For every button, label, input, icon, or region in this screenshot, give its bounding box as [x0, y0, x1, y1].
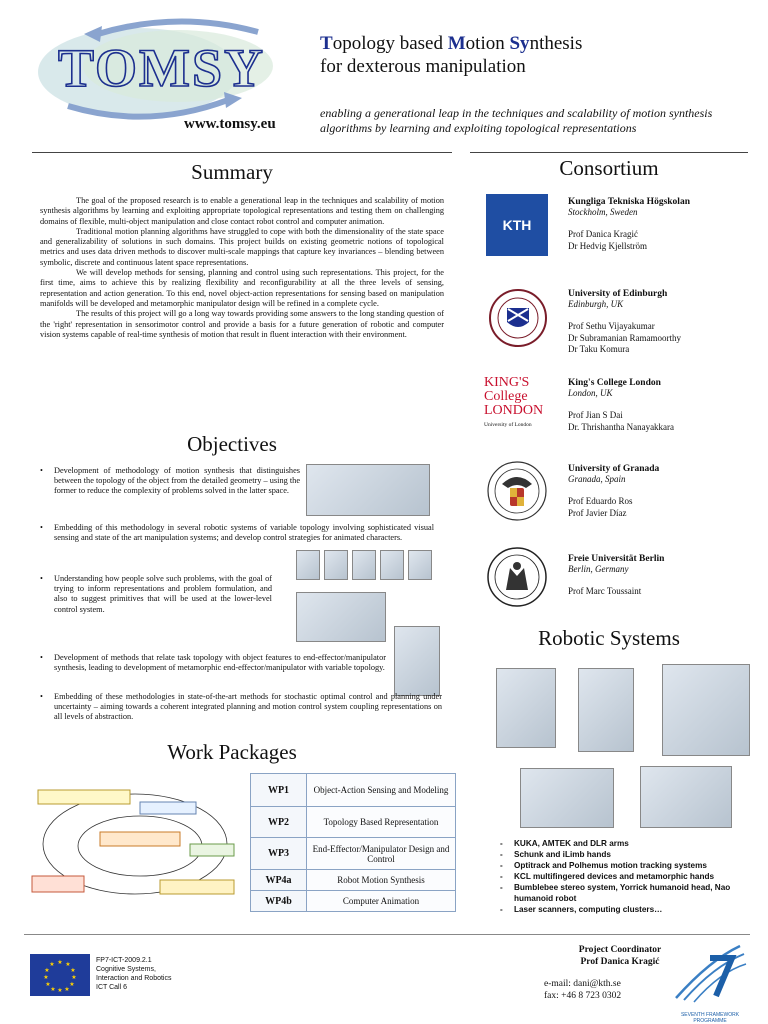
summary-paragraph: The results of this project will go a long way towards providing some answers to the long standing question of the 'right' representation in sensorimotor control and provide a basis for a future generation of robotic and computer vision systems capable of real-time synthesis of motion that result in fluent interaction with their environment.: [40, 309, 444, 339]
poster-subtitle: enabling a generational leap in the techniques and scalability of motion synthesis algorithms by learning and exploiting topological representations: [320, 106, 713, 135]
objectives-heading: Objectives: [187, 432, 277, 456]
svg-text:★: ★: [71, 974, 77, 981]
coordinator-label: Project Coordinator: [578, 945, 662, 955]
work-packages-diagram: [30, 782, 240, 906]
objective-item: • Embedding of these methodologies in state-of-the-art methods for stochastic optimal control and planning under uncertainty – aiming towards a coherent integrated planning and motion control system coupling representations on all levels of abstraction.: [40, 692, 442, 722]
granada-crest-icon: [486, 460, 548, 522]
list-item: - KCL multifingered devices and metamorphic hands: [500, 871, 750, 882]
objective-item: • Development of methods that relate task topology with object features to end-effector/manipulator synthesis, leading to development of metamorphic end-effector/manipulator with variable topology.: [40, 653, 386, 673]
svg-text:★: ★: [64, 986, 70, 993]
wp-name: Object-Action Sensing and Modeling: [307, 774, 456, 807]
summary-text: [40, 196, 444, 340]
footer-divider: [24, 934, 750, 935]
robotic-systems-list: [500, 838, 750, 915]
wp-name: End-Effector/Manipulator Design and Control: [307, 838, 456, 870]
wp-name: Robot Motion Synthesis: [307, 870, 456, 891]
divider-right: [470, 152, 748, 153]
svg-text:TOMSY: TOMSY: [58, 38, 266, 98]
table-row: [251, 838, 456, 870]
objective-image-4: [394, 626, 440, 696]
svg-text:★: ★: [43, 974, 49, 981]
robot-image-arm: [578, 668, 634, 752]
svg-text:★: ★: [69, 981, 75, 988]
fp7-call-info: FP7-ICT-2009.2.1 Cognitive Systems, Interaction and Robotics ICT Call 6: [96, 957, 172, 991]
work-packages-heading: Work Packages: [167, 740, 297, 764]
list-item: - Laser scanners, computing clusters…: [500, 904, 750, 915]
objective-item: • Understanding how people solve such problems, with the goal of trying to inform representations and problem formulation, and also to suggest primitives that will be used at the lower-level control system.: [40, 574, 272, 614]
consortium-member: Freie Universität Berlin Berlin, Germany Prof Marc Toussaint: [568, 554, 665, 596]
wp-id: WP1: [251, 774, 307, 807]
svg-text:★: ★: [49, 961, 55, 968]
svg-text:★: ★: [45, 981, 51, 988]
wp-id: WP2: [251, 807, 307, 838]
table-row: [251, 774, 456, 807]
fp7-logo-icon: SEVENTH FRAMEWORK PROGRAMME: [670, 940, 750, 1016]
objective-item: • Embedding of this methodology in several robotic systems of variable topology involving sophisticated visual sensing and state of the art manipulation systems; and develop control strategies for animated characters.: [40, 523, 434, 543]
eu-flag-icon: [30, 954, 90, 996]
title-line-2: for dexterous manipulation: [320, 56, 526, 77]
list-item: - Bumblebee stereo system, Yorrick humanoid head, Nao humanoid robot: [500, 882, 750, 904]
robot-image-metamorphic-hand: [520, 768, 614, 828]
list-item: - Optitrack and Polhemus motion tracking systems: [500, 860, 750, 871]
consortium-member: King's College London London, UK Prof Jian S Dai Dr. Thrishantha Nanayakkara: [568, 378, 675, 432]
list-item: - KUKA, AMTEK and DLR arms: [500, 838, 750, 849]
title-line-1: Topology based Motion Synthesis: [320, 33, 583, 54]
table-row: [251, 807, 456, 838]
website-url[interactable]: www.tomsy.eu: [184, 116, 276, 132]
summary-paragraph: Traditional motion planning algorithms have struggled to cope with both the dimensionality of the state space and generalizability of solutions in such domains. This project builds on existing geometric notions of topological metrics and uses data driven methods to discover multi-scale mappings that capture key invariances – blending between symbolic, discrete and continuous latent space representations.: [40, 226, 444, 267]
kings-college-logo: KING'S College LONDON University of London: [484, 375, 544, 428]
summary-paragraph: We will develop methods for sensing, planning and control using such representations. This project, for the first time, aims to achieve this by realizing flexibility and reconfigurability at all the three levels of sensing, representation and action generation. To this end, novel object-action representations for sensing based on manipulation manifolds will be developed and metamorphic manipulator design will be refined in a complete cycle.: [40, 268, 444, 308]
coordinator-fax: fax: +46 8 723 0302: [544, 991, 622, 1001]
robot-image-setup: [640, 766, 732, 828]
objective-images-2: [296, 550, 432, 580]
robot-image-hand: [496, 668, 556, 748]
edinburgh-crest-icon: [488, 288, 548, 348]
divider-left: [32, 152, 452, 153]
coordinator-name: Prof Danica Kragić: [580, 957, 660, 967]
consortium-member: University of Edinburgh Edinburgh, UK Prof Sethu Vijayakumar Dr Subramanian Ramamoorthy Dr Taku Komura: [568, 289, 681, 354]
objective-item: • Development of methodology of motion synthesis that distinguishes between the topology of the object from the detailed geometry – using the former to reduce the complexity of problems solved in the latter space.: [40, 466, 300, 496]
poster-title: [320, 32, 750, 78]
robotic-systems-heading: Robotic Systems: [538, 626, 680, 650]
svg-text:★: ★: [57, 959, 63, 966]
objective-image-3: [296, 592, 386, 642]
table-row: [251, 870, 456, 891]
consortium-member: University of Granada Granada, Spain Prof Eduardo Ros Prof Javier Díaz: [568, 464, 660, 518]
svg-text:★: ★: [65, 961, 71, 968]
work-packages-table: [250, 773, 456, 912]
wp-name: Topology Based Representation: [307, 807, 456, 838]
coordinator-email[interactable]: e-mail: dani@kth.se: [544, 979, 621, 989]
svg-text:★: ★: [44, 967, 50, 974]
wp-id: WP4a: [251, 870, 307, 891]
summary-heading: Summary: [191, 160, 273, 184]
summary-paragraph: The goal of the proposed research is to enable a generational leap in the techniques and scalability of motion synthesis algorithms by learning and exploiting appropriate topological representations and testing them on challenging domains of flexible, multi-object manipulation and close contact robot control and computer animation.: [40, 196, 444, 226]
svg-text:★: ★: [70, 967, 76, 974]
objective-image-1: [306, 464, 430, 516]
table-row: [251, 891, 456, 912]
consortium-heading: Consortium: [559, 156, 659, 180]
wp-name: Computer Animation: [307, 891, 456, 912]
wp-id: WP3: [251, 838, 307, 870]
svg-text:★: ★: [50, 986, 56, 993]
fu-berlin-seal-icon: [486, 546, 548, 608]
robot-image-head: [662, 664, 750, 756]
list-item: - Schunk and iLimb hands: [500, 849, 750, 860]
wp-id: WP4b: [251, 891, 307, 912]
svg-text:★: ★: [57, 987, 63, 994]
consortium-member: Kungliga Tekniska Högskolan Stockholm, Sweden Prof Danica Kragić Dr Hedvig Kjellström: [568, 197, 690, 251]
tomsy-logo: [28, 14, 308, 126]
kth-logo: KTH: [486, 194, 548, 256]
